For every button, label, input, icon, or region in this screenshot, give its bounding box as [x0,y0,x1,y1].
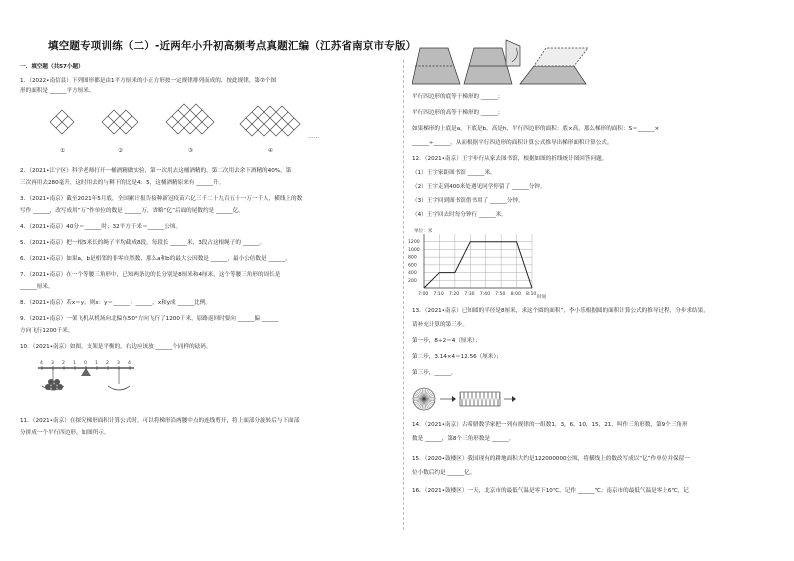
question-15-line-1: 15．（2020•鼓楼区）我国现有的耕地面积大约是122000000公顷，将横线上的数改写成以“亿”作单位并保留一 [412,456,690,462]
balance-tick: 1 [95,361,98,366]
chart-y-tick-label: 600 [408,263,417,269]
question-11-line-2: 分拼成一个平行四边形，如图所示。 [20,430,110,436]
balance-figure [34,356,144,404]
chart-x-tick-label: 7:00 [418,292,429,297]
question-12-part-3: （3）王宇回到图书馆借书用了 ______分钟。 [412,198,524,204]
question-15-line-2: 位小数后约是 ______亿。 [412,470,476,476]
chart-x-tick-label: 7:40 [479,292,491,297]
balance-tick: 1 [73,361,76,366]
question-11-base: 平行四边形的底等于梯形的 ______； [412,94,504,100]
question-5: 5．（2021•南京）把一根5米长的绳子平均截成8段，每段长 ______米，3段占这根绳子的 ______。 [20,240,266,246]
question-10: 10．（2021•南京）如图，支架是平衡的，右边应该放 ______个同样的砝码。 [20,344,212,350]
question-2-line-2: 三次再用去280毫升，这时用去的与剩下的比是4：5，这桶酒精原来有 ______升。 [20,180,225,186]
section-heading: 一．填空题（共57小题） [20,64,84,70]
trapezoid-figure [412,38,602,90]
chart-x-tick-label: 7:50 [495,292,506,297]
chart-y-tick-label: 800 [408,255,417,261]
question-4: 4．（2021•南京）40分＝______时；32平方千米＝______公顷。 [20,224,182,230]
question-13-step-1: 第一步，8÷2＝4（厘米）； [412,338,481,344]
balance-tick: 2 [106,361,109,366]
question-1-line-1: 1．（2022•南信县）下列图形都是由1平方厘米的小正方形按一定规律排列而成的，按此规律，第⑦个图 [20,78,277,84]
chart-y-tick-label: 200 [408,278,417,284]
question-12: 12．（2021•南京）王宇步行从家去图书馆，根据如图的折线统计图回答问题。 [412,156,608,162]
pattern-label-3: ③ [188,148,193,154]
chart-y-tick-label: 1200 [408,240,420,246]
chart-ylabel: 单位：米 [414,229,433,234]
balance-tick: 3 [51,361,54,366]
chart-xlabel: 时间 [537,295,547,300]
question-13-step-3: 第三步，______。 [412,370,457,376]
distance-line-chart [404,226,554,302]
chart-y-tick-label: 1000 [408,247,420,253]
question-12-part-1: （1）王宇家距图书馆 ______米。 [412,170,496,176]
chart-y-tick-label: 400 [408,271,417,277]
pattern-label-2: ② [118,148,123,154]
question-13-step-2: 第二步，3.14×4＝12.56（厘米）； [412,354,502,360]
question-1-line-2: 形的面积是 ______平方厘米。 [20,88,95,94]
q1-pattern-figure [50,102,340,160]
question-11-formula-2: ______÷______，从而根据平行四边形的面积计算公式推导出梯形面积计算公式。 [412,140,613,146]
balance-tick: 2 [62,361,65,366]
question-7-line-1: 7．（2021•南京）在一个等腰三角形中，已知两条边的长分别是8厘米和4厘米，这个等腰三角形的周长是 [20,272,281,278]
circle-dissection-figure [412,386,522,412]
question-9-line-2: 方向飞行1200千米。 [20,328,74,334]
question-11-formula-1: 如果梯形的上底是a，下底是b，高是h，平行四边形的面积：底×高，那么梯形的面积：S＝______× [412,126,660,132]
question-8: 8．（2021•南京）若x＝y，则x：y＝______：______，x和y成 ______比例。 [20,300,211,306]
question-3-line-2: 写作 ______，改写成用“万”作单位的数是 ______万，省略“亿”后面的尾数约是 ______亿。 [20,208,244,214]
question-2-line-1: 2．（2021•江宁区）科学老师打开一桶酒精做实验，第一次用去这桶酒精的，第二次用去余下酒精的40%，第 [20,168,292,174]
question-9-line-1: 9．（2021•南京）一架飞机从机场向北偏东50°方向飞行了1200千米，原路返回时要向 ______偏 ______ [20,316,279,322]
chart-x-tick-label: 7:30 [464,292,475,297]
chart-x-tick-label: 7:20 [448,292,460,297]
question-16: 16．（2021•鼓楼区）一天，北京市的最低气温是零下10℃，记作 ______℃；南京市的最低气温是零上6℃，记 [412,488,689,494]
chart-x-tick-label: 8:10 [526,292,537,297]
question-14-line-2: 数是 ______，第8个三角形数是 ______。 [412,436,515,442]
chart-x-tick-label: 8:00 [510,292,521,297]
pattern-label-1: ① [60,148,65,154]
balance-tick: 4 [40,361,43,366]
question-7-line-2: ______厘米。 [20,284,54,290]
balance-tick: 3 [117,361,120,366]
question-11-height: 平行四边形的高等于梯形的 ______； [412,110,504,116]
pattern-ellipsis: …… [308,134,319,140]
question-13-line-1: 13．（2021•南京）已知圆的半径是8厘米，求这个圆的面积”，李小乐根据圆的面积计算公式的推导过程，分步求结果， [412,308,709,314]
chart-x-tick-label: 7:10 [433,292,444,297]
balance-tick: 0 [84,361,87,366]
question-6: 6．（2021•南京）如果a，b是相邻的非零自然数，那么a和b的最大公因数是 ______，最小公倍数是 ______。 [20,256,291,262]
page-title: 填空题专项训练（二）-近两年小升初高频考点真题汇编（江苏省南京市专版） [48,40,417,52]
question-11-line-1: 11．（2021•南京）在探究梯形面积计算公式时，可以将梯形沿两腰中点的连线剪开，将上面部分旋转后与下面部 [20,418,300,424]
pattern-label-4: ④ [268,148,273,154]
question-13-line-2: 请补充计算的第三步。 [412,322,468,328]
question-14-line-1: 14．（2021•南京）古希腊数学家把一列有规律的一组数1，3，6，10，15，21，叫作三角形数，第9个三角形 [412,422,688,428]
question-12-part-2: （2）王宇走到400米处遇见同学停留了 ______分钟。 [412,184,546,190]
balance-tick: 4 [128,361,131,366]
question-3-line-1: 3．（2021•南京）截至2021年5月底，全国累计报告接种新冠疫苗六亿三千二十九百五十一万一千人，横线上的数 [20,196,303,202]
question-12-part-4: （4）王宇回去时每分钟行 ______米。 [412,212,507,218]
